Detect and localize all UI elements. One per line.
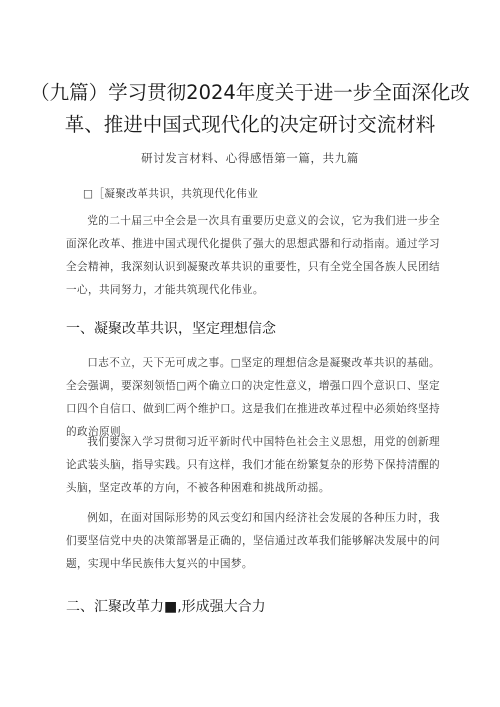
document-title: （九篇）学习贯彻2024年度关于进一步全面深化改革、推进中国式现代化的决定研讨交流材料 <box>30 81 470 137</box>
section-1-paragraph-1: 口志不立，天下无可成之事。□坚定的理想信念是凝聚改革共识的基础。全会强调，要深刻领悟□两个确立口的决定性意义，增强口四个意识口、坚定口四个自信口、做到匚两个维护口。这是我们在推进改革过程中必须始终坚持的政治原则。 <box>66 357 440 438</box>
section-1-paragraph-2: 我们要深入学习贯彻习近平新时代中国特色社会主义思想，用党的创新理论武装头脑，指导实践。只有这样，我们才能在纷繁复杂的形势下保持清醒的头脑，坚定改革的方向，不被各种困难和挑战所动摇。 <box>66 436 440 494</box>
document-subtitle: 研讨发言材料、心得感悟第一篇，共九篇 <box>141 151 359 165</box>
intro-paragraph: 党的二十届三中全会是一次具有重要历史意义的会议，它为我们进一步全面深化改革、推进中国式现代化提供了强大的思想武器和行动指南。通过学习全会精神，我深刻认识到凝聚改革共识的重要性，只有全党全国各族人民团结一心，共同努力，才能共筑现代化伟业。 <box>66 215 440 296</box>
section-heading-1: 一、凝聚改革共识，坚定理想信念 <box>66 321 276 337</box>
lead-line: □［凝聚改革共识，共筑现代化伟业 <box>82 188 259 200</box>
section-heading-2: 二、汇聚改革力■,形成强大合力 <box>66 599 266 615</box>
section-1-paragraph-3: 例如，在面对国际形势的风云变幻和国内经济社会发展的各种压力时，我们要坚信党中央的决策部署是正确的，坚信通过改革我们能够解决发展中的问题，实现中华民族伟大复兴的中国梦。 <box>66 512 440 570</box>
